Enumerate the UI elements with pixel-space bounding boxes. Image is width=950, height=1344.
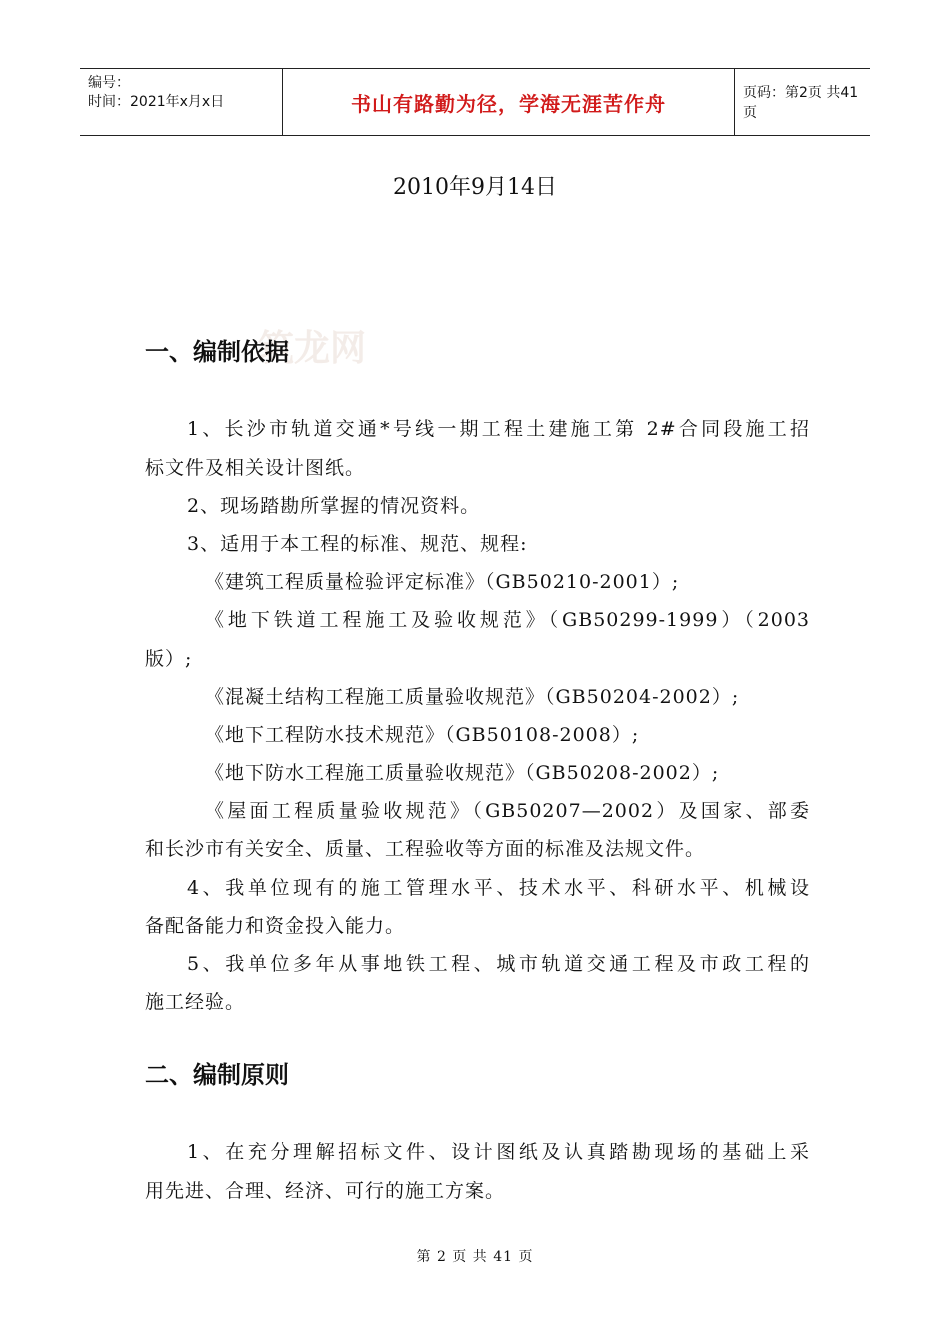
page-footer: 第 2 页 共 41 页	[416, 1249, 534, 1265]
paragraph-line: 施工经验。	[145, 991, 246, 1013]
document-date: 2010年9月14日	[393, 175, 557, 200]
header-page-info: 页码：第2页 共41页	[743, 85, 859, 121]
doc-number-label: 编号：	[88, 75, 130, 91]
paragraph-line: 和长沙市有关安全、质量、工程验收等方面的标准及法规文件。	[145, 838, 706, 860]
page-header	[80, 68, 870, 136]
standard-item: 《地下防水工程施工质量验收规范》（GB50208-2002）;	[205, 762, 720, 784]
watermark: 筑龙网	[258, 328, 367, 369]
header-motto: 书山有路勤为径，学海无涯苦作舟	[282, 69, 735, 135]
header-meta	[80, 69, 282, 135]
paragraph-line: 标文件及相关设计图纸。	[145, 457, 366, 479]
paragraph-line: 5、我单位多年从事地铁工程、城市轨道交通工程及市政工程的	[187, 953, 810, 975]
standard-item: 《地下铁道工程施工及验收规范》（GB50299-1999）（2003	[205, 609, 810, 631]
paragraph-line: 1、长沙市轨道交通*号线一期工程土建施工第 2#合同段施工招	[187, 418, 810, 440]
standard-item: 《地下工程防水技术规范》（GB50108-2008）;	[205, 724, 640, 746]
paragraph-line: 2、现场踏勘所掌握的情况资料。	[187, 495, 481, 517]
standard-item: 《混凝土结构工程施工质量验收规范》（GB50204-2002）;	[205, 686, 740, 708]
doc-time-label: 时间：2021年x月x日	[88, 94, 225, 110]
paragraph-line: 备配备能力和资金投入能力。	[145, 915, 406, 937]
paragraph-line: 版）;	[145, 648, 193, 670]
standard-item: 《建筑工程质量检验评定标准》（GB50210-2001）;	[205, 571, 680, 593]
paragraph-line: 3、适用于本工程的标准、规范、规程:	[187, 533, 528, 555]
standard-item: 《屋面工程质量验收规范》（GB50207—2002）及国家、部委	[205, 800, 810, 822]
paragraph-line: 1、在充分理解招标文件、设计图纸及认真踏勘现场的基础上采	[187, 1141, 810, 1163]
paragraph-line: 4、我单位现有的施工管理水平、技术水平、科研水平、机械设	[187, 877, 810, 899]
section-title-basis: 一、编制依据	[145, 338, 289, 366]
paragraph-line: 用先进、合理、经济、可行的施工方案。	[145, 1180, 506, 1202]
section-title-principles: 二、编制原则	[145, 1061, 289, 1089]
